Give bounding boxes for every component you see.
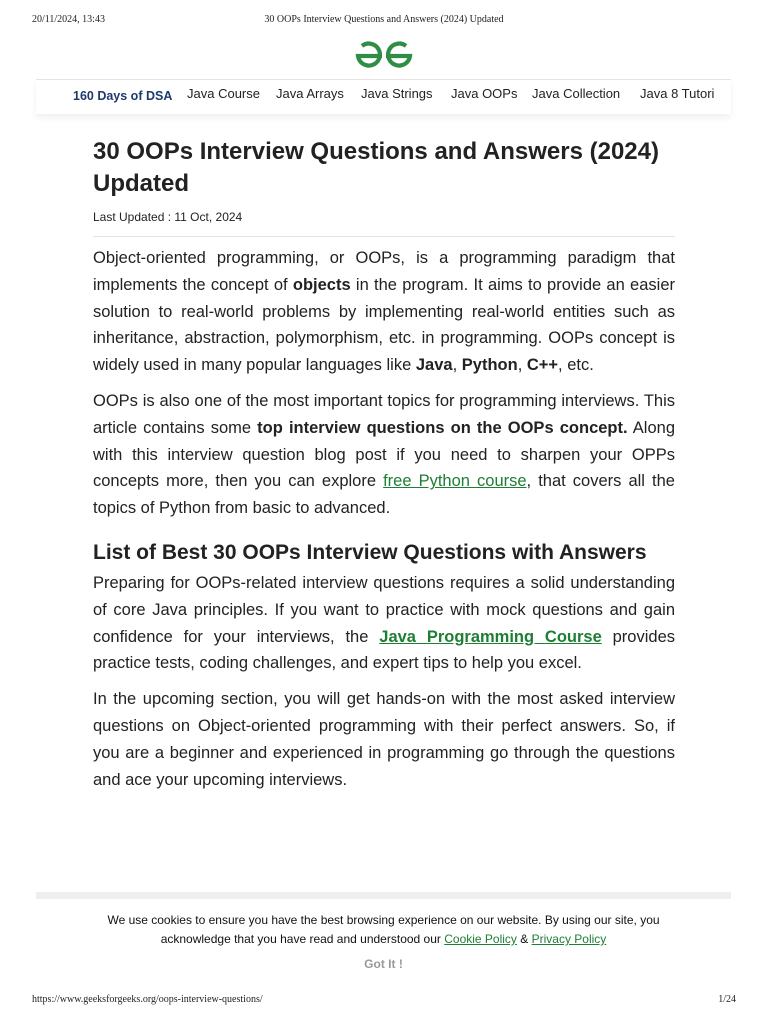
upcoming-paragraph: In the upcoming section, you will get hands-on with the most asked interview questions on Object-oriented programming with their perfect answers. So, if you are a beginner and experienced in programming go through the questions and ace your upcoming interviews. (93, 690, 675, 789)
page-url: https://www.geeksforgeeks.org/oops-interview-questions/ (32, 994, 263, 1005)
section-heading: List of Best 30 OOPs Interview Questions with Answers (93, 540, 647, 564)
intro-text-cont: in the program. It aims to provide an easier solution to real-world problems by implementing real-world entities such as inheritance, abstraction, polymorphism, etc. in programming. OOPs concept is widely used in many popular languages like (93, 275, 675, 375)
preparing-text: Preparing for OOPs-related interview questions requires a solid understanding of core Java principles. If you want to practice with mock questions and gain confidence for your interviews, the (93, 573, 675, 646)
java-programming-course-link[interactable]: Java Programming Course (379, 627, 602, 646)
nav-item-java-strings[interactable]: Java Strings (361, 86, 433, 101)
separator: , (452, 356, 462, 375)
cpp-term: C++ (526, 356, 559, 375)
ampersand: & (516, 932, 532, 946)
cookie-banner (36, 892, 731, 993)
cookie-message: We use cookies to ensure you have the best browsing experience on our website. By using our site, you acknowledge that you have read and understood our (107, 913, 660, 946)
divider (93, 236, 675, 237)
intro-paragraph (93, 245, 675, 379)
privacy-policy-link[interactable]: Privacy Policy (531, 932, 607, 946)
print-timestamp: 20/11/2024, 13:43 (32, 14, 105, 25)
nav-item-java-oops[interactable]: Java OOPs (451, 86, 518, 101)
got-it-button[interactable]: Got It ! (364, 957, 403, 971)
interviews-text-cont: Along with this interview question blog post if you need to sharpen your OPPs concepts more, then you can explore (93, 418, 676, 491)
interviews-paragraph (93, 388, 675, 522)
preparing-paragraph (93, 570, 675, 677)
gfg-logo-icon[interactable] (354, 40, 414, 72)
nav-item-java-8-tutorial[interactable]: Java 8 Tutori (640, 86, 715, 101)
cookie-policy-link[interactable]: Cookie Policy (444, 932, 517, 946)
interviews-end: , that covers all the topics of Python from basic to advanced. (93, 472, 675, 518)
last-updated: Last Updated : 11 Oct, 2024 (93, 210, 243, 224)
free-python-course-link[interactable]: free Python course (383, 472, 527, 491)
print-header (32, 14, 736, 28)
cookie-text (76, 911, 691, 949)
print-footer (32, 994, 736, 1008)
article-title: 30 OOPs Interview Questions and Answers (2024) Updated (93, 138, 659, 197)
intro-text: Object-oriented programming, or OOPs, is a programming paradigm that implements the concept of (93, 249, 675, 294)
java-term: Java (415, 356, 453, 375)
preparing-end: provides practice tests, coding challenges, and expert tips to help you excel. (93, 627, 675, 673)
top-nav (36, 79, 731, 114)
article (93, 136, 675, 793)
page-number: 1/24 (718, 994, 736, 1005)
interviews-text: OOPs is also one of the most important topics for programming interviews. This article contains some (93, 391, 675, 437)
print-title: 30 OOPs Interview Questions and Answers (2024) Updated (264, 14, 504, 25)
nav-item-160-days-dsa[interactable]: 160 Days of DSA (73, 89, 173, 103)
objects-term: objects (292, 275, 351, 294)
separator: , (517, 356, 527, 375)
python-term: Python (461, 356, 518, 375)
intro-end: , etc. (558, 356, 594, 375)
nav-item-java-collection[interactable]: Java Collection (532, 86, 621, 101)
nav-item-java-course[interactable]: Java Course (187, 86, 260, 101)
nav-item-java-arrays[interactable]: Java Arrays (276, 86, 344, 101)
top-questions-emphasis: top interview questions on the OOPs concept. (257, 418, 628, 437)
